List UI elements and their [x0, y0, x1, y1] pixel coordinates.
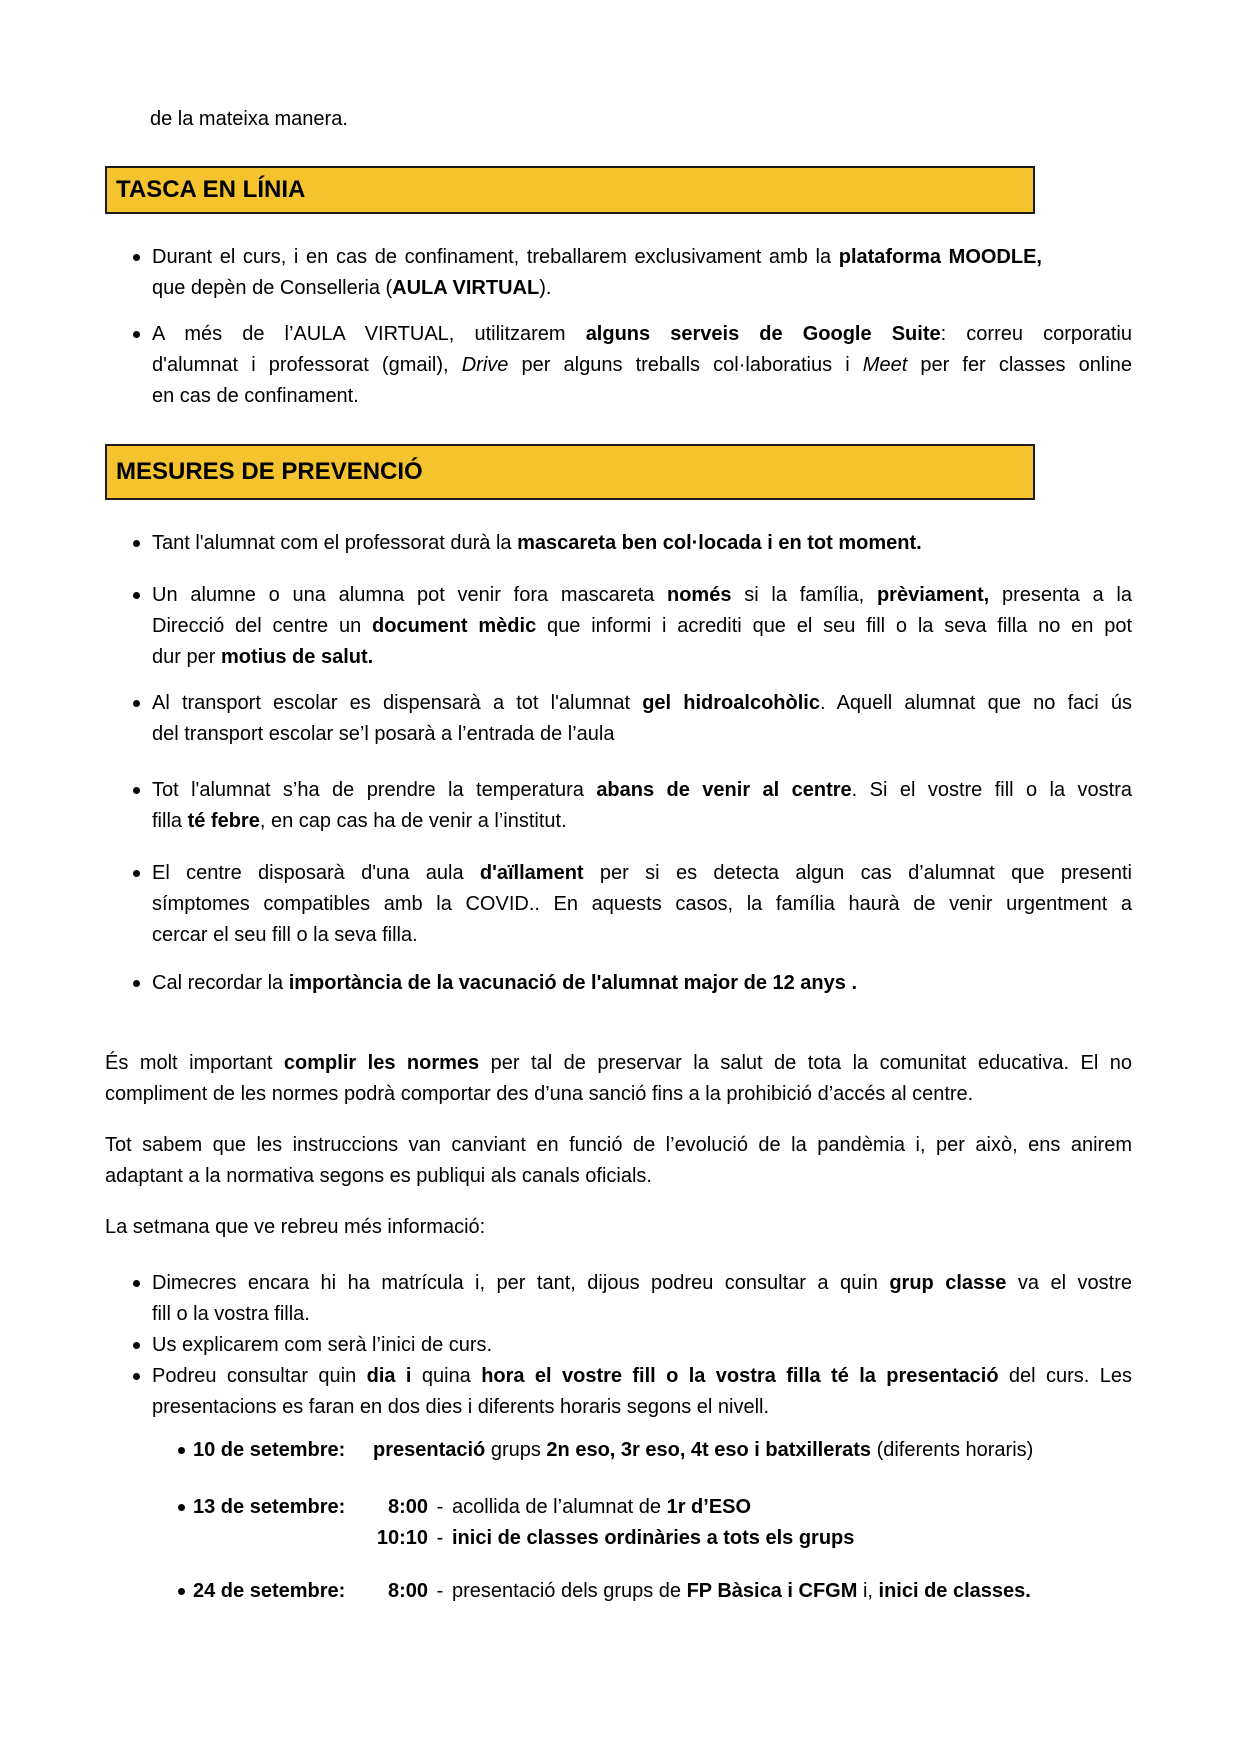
text-line: A més de l’AULA VIRTUAL, utilitzarem alguns serveis de Google Suite: correu corporatiu — [152, 323, 1133, 345]
bullet-text — [152, 1330, 1132, 1361]
text-line: Tot sabem que les instruccions van canviant en funció de l’evolució de la pandèmia i, per això, ens anirem — [105, 1134, 1132, 1156]
text-line: fill o la vostra filla. — [152, 1303, 310, 1325]
schedule-time: 8:00 — [387, 1496, 428, 1518]
text-line: compliment de les normes podrà comportar des d’una sanció fins a la prohibició d’accés al centre. — [105, 1083, 974, 1105]
bullet-text — [152, 775, 1132, 837]
bullet-icon — [133, 592, 140, 599]
bullet-icon — [178, 1447, 185, 1454]
bullet-icon — [133, 1373, 140, 1380]
schedule-date: 10 de setembre: — [193, 1439, 346, 1461]
bullet-icon — [133, 1342, 140, 1349]
text-line: en cas de confinament. — [152, 385, 359, 407]
continuation-text — [150, 104, 1132, 135]
schedule-item-10-setembre — [105, 1435, 1132, 1466]
text-line: Direcció del centre un document mèdic que informi i acrediti que el seu fill o la seva filla no en pot — [152, 615, 1133, 637]
text-line: El centre disposarà d'una aula d'aïllament per si es detecta algun cas d’alumnat que presenti — [152, 862, 1132, 884]
bullet-item-gel-hidroalcoholic — [105, 688, 1132, 750]
schedule-text: presentació grups 2n eso, 3r eso, 4t eso i batxillerats (diferents horaris) — [373, 1439, 1034, 1461]
schedule-separator: - — [436, 1527, 444, 1549]
schedule-text: acollida de l’alumnat de 1r d’ESO — [452, 1496, 752, 1518]
bullet-icon — [178, 1504, 185, 1511]
schedule-text: presentació dels grups de FP Bàsica i CFGM i, inici de classes. — [452, 1580, 1031, 1602]
bullet-text — [152, 858, 1132, 951]
text-line: Un alumne o una alumna pot venir fora mascareta només si la família, prèviament, presenta a la — [152, 584, 1132, 606]
text-line: És molt important complir les normes per tal de preservar la salut de tota la comunitat educativa. El no — [105, 1052, 1132, 1074]
bullet-text — [152, 242, 1042, 304]
text-line: Tot l'alumnat s’ha de prendre la temperatura abans de venir al centre. Si el vostre fill o la vostra — [152, 779, 1133, 801]
section-header-tasca-en-linia — [105, 166, 1035, 214]
bullet-item-presentacio — [105, 1361, 1132, 1423]
bullet-item-moodle — [105, 242, 1132, 304]
bullet-item-aula-aillament — [105, 858, 1132, 951]
paragraph-setmana — [105, 1212, 1132, 1243]
text-line: del transport escolar se’l posarà a l’entrada de l’aula — [152, 723, 615, 745]
schedule-text: inici de classes ordinàries a tots els grups — [452, 1527, 855, 1549]
bullet-item-google-suite — [105, 319, 1132, 412]
schedule-item-24-setembre — [105, 1576, 1132, 1607]
text-line: Durant el curs, i en cas de confinament, treballarem exclusivament amb la plataforma MOODLE, — [152, 246, 1042, 268]
schedule-row — [373, 1523, 1132, 1554]
text-line: Tant l'alumnat com el professorat durà la mascareta ben col·locada i en tot moment. — [152, 532, 922, 554]
text-line: La setmana que ve rebreu més informació: — [105, 1216, 486, 1238]
bullet-text — [152, 580, 1132, 673]
bullet-text — [152, 1361, 1132, 1423]
schedule-date: 24 de setembre: — [193, 1580, 346, 1602]
bullet-item-vacunacio — [105, 968, 1132, 999]
text-line: Dimecres encara hi ha matrícula i, per tant, dijous podreu consultar a quin grup classe va el vostre — [152, 1272, 1133, 1294]
text-line: Podreu consultar quin dia i quina hora el vostre fill o la vostra filla té la presentació del curs. Les — [152, 1365, 1132, 1387]
section-header-mesures-de-prevencio — [105, 444, 1035, 500]
schedule-row — [373, 1435, 1132, 1466]
bullet-icon — [133, 540, 140, 547]
bullet-text — [152, 968, 1132, 999]
text-line: adaptant a la normativa segons es publiqui als canals oficials. — [105, 1165, 652, 1187]
paragraph-instruccions — [105, 1130, 1132, 1192]
schedule-row — [373, 1576, 1132, 1607]
text-line: Cal recordar la importància de la vacunació de l'alumnat major de 12 anys . — [152, 972, 858, 994]
bullet-icon — [133, 980, 140, 987]
text-line: Al transport escolar es dispensarà a tot l'alumnat gel hidroalcohòlic. Aquell alumnat que no faci ús — [152, 692, 1133, 714]
schedule-time: 10:10 — [376, 1527, 428, 1549]
section-title: TASCA EN LÍNIA — [116, 176, 306, 203]
bullet-text — [152, 319, 1132, 412]
bullet-item-mascareta — [105, 528, 1132, 559]
bullet-icon — [133, 254, 140, 261]
text-line: Us explicarem com serà l’inici de curs. — [152, 1334, 493, 1356]
schedule-item-13-setembre — [105, 1492, 1132, 1554]
bullet-item-grup-classe — [105, 1268, 1132, 1330]
section-title: MESURES DE PREVENCIÓ — [116, 458, 423, 485]
paragraph-normes — [105, 1048, 1132, 1110]
text-line: presentacions es faran en dos dies i diferents horaris segons el nivell. — [152, 1396, 770, 1418]
text-line: cercar el seu fill o la seva filla. — [152, 924, 418, 946]
bullet-text — [152, 688, 1132, 750]
schedule-row — [373, 1492, 1132, 1523]
bullet-text — [152, 1268, 1132, 1330]
schedule-separator: - — [436, 1580, 444, 1602]
bullet-icon — [133, 331, 140, 338]
bullet-item-fora-mascareta — [105, 580, 1132, 673]
schedule-separator: - — [436, 1496, 444, 1518]
bullet-text — [152, 528, 1132, 559]
text-line: filla té febre, en cap cas ha de venir a l’institut. — [152, 810, 567, 832]
bullet-icon — [133, 870, 140, 877]
text-line: d'alumnat i professorat (gmail), Drive per alguns treballs col·laboratius i Meet per fer classes online — [152, 354, 1133, 376]
text-line: símptomes compatibles amb la COVID.. En aquests casos, la família haurà de venir urgentment a — [152, 893, 1132, 915]
text-line: dur per motius de salut. — [152, 646, 374, 668]
schedule-time: 8:00 — [387, 1580, 428, 1602]
bullet-item-temperatura — [105, 775, 1132, 837]
bullet-icon — [133, 787, 140, 794]
bullet-icon — [133, 700, 140, 707]
bullet-icon — [133, 1280, 140, 1287]
schedule-date: 13 de setembre: — [193, 1496, 346, 1518]
bullet-icon — [178, 1588, 185, 1595]
text-line: que depèn de Conselleria (AULA VIRTUAL). — [152, 277, 552, 299]
text-line: de la mateixa manera. — [150, 108, 348, 130]
bullet-item-inici-curs — [105, 1330, 1132, 1361]
